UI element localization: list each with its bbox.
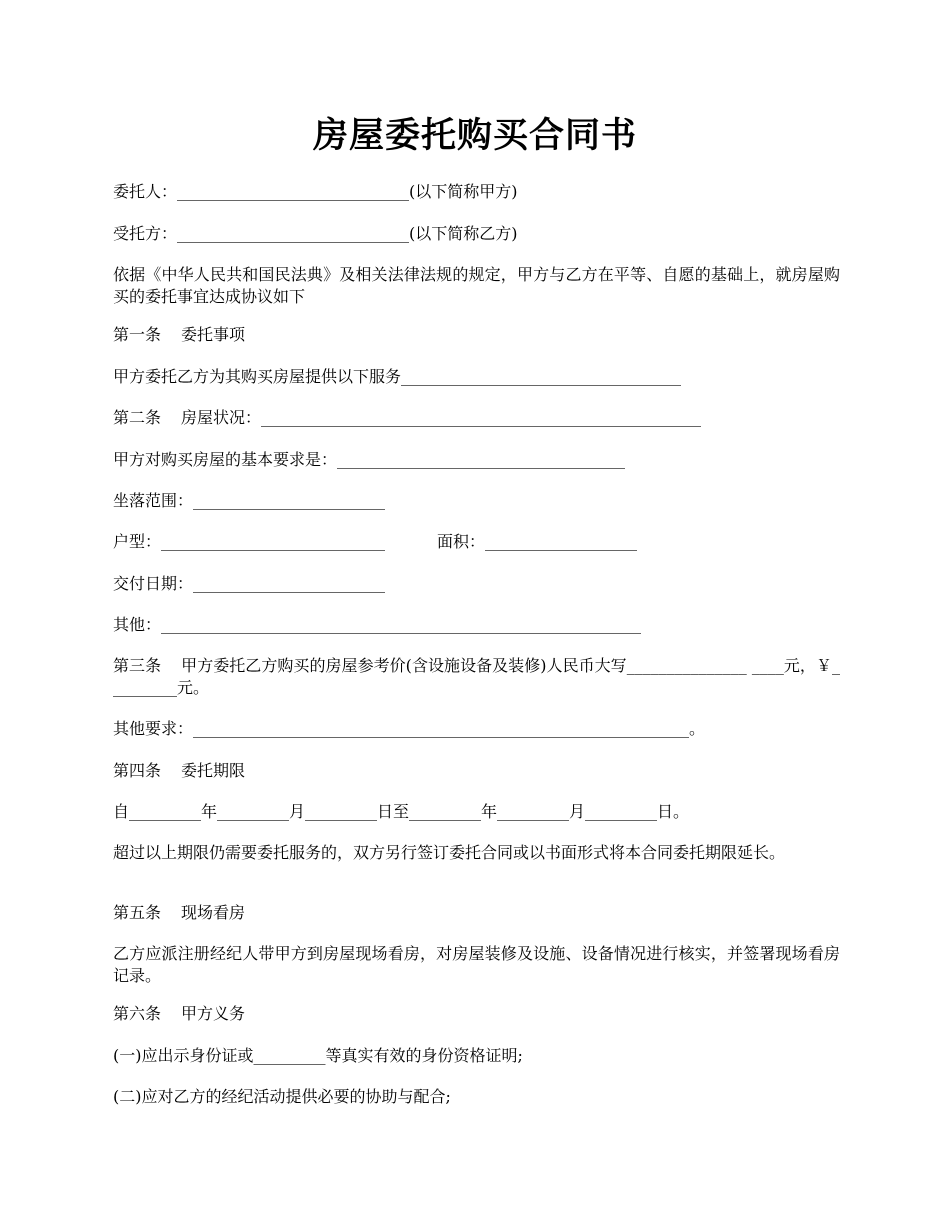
article-3-paragraph	[113, 655, 840, 699]
article-5-heading	[113, 901, 245, 925]
agent-line: 受托方：_____________________________(以下简称乙方)	[113, 224, 518, 243]
other-requirements-line: 其他要求：______________________________________________________________。	[113, 719, 706, 738]
other-line: 其他：____________________________________________________________	[113, 615, 642, 634]
article-3-text: 甲方委托乙方购买的房屋参考价(含设施设备及装修)人民币大写_______________ ____元，￥_________元。	[113, 656, 840, 697]
client-line: 委托人：_____________________________(以下简称甲方)	[113, 182, 518, 201]
article-3-number: 第三条	[113, 656, 162, 675]
term-dates-line: 自_________年_________月_________日至_________年_________月_________日。	[113, 802, 690, 821]
article-4-number: 第四条	[113, 761, 162, 780]
obligation-1-line: (一)应出示身份证或_________等真实有效的身份资格证明;	[113, 1046, 523, 1065]
article-1-number: 第一条	[113, 325, 162, 344]
article-5-title: 现场看房	[181, 903, 246, 922]
article-6-title: 甲方义务	[181, 1004, 246, 1023]
area-field: 面积：___________________	[437, 532, 638, 551]
viewing-paragraph: 乙方应派注册经纪人带甲方到房屋现场看房，对房屋装修及设施、设备情况进行核实，并签署现场看房记录。	[113, 944, 840, 985]
preamble-paragraph: 依据《中华人民共和国民法典》及相关法律法规的规定，甲方与乙方在平等、自愿的基础上，就房屋购买的委托事宜达成协议如下	[113, 265, 840, 306]
article-5-number: 第五条	[113, 903, 162, 922]
document-title: 房屋委托购买合同书	[312, 115, 637, 156]
delivery-date-line: 交付日期：________________________	[113, 574, 386, 593]
article-2-number: 第二条	[113, 408, 162, 427]
article-2-heading	[113, 406, 701, 430]
article-4-title: 委托期限	[181, 761, 246, 780]
service-line: 甲方委托乙方为其购买房屋提供以下服务___________________________________	[113, 367, 682, 386]
layout-area-line	[113, 530, 637, 554]
article-4-heading	[113, 759, 245, 783]
article-1-heading	[113, 323, 245, 347]
article-6-number: 第六条	[113, 1004, 162, 1023]
basic-requirements-line: 甲方对购买房屋的基本要求是：____________________________________	[113, 450, 626, 469]
house-status-line: 房屋状况：_______________________________________________________	[181, 408, 702, 427]
extension-paragraph: 超过以上期限仍需要委托服务的，双方另行签订委托合同或以书面形式将本合同委托期限延长。	[113, 843, 786, 862]
obligation-2-line: (二)应对乙方的经纪活动提供必要的协助与配合;	[113, 1087, 451, 1106]
article-6-heading	[113, 1002, 245, 1026]
layout-field: 户型：____________________________	[113, 532, 386, 551]
article-1-title: 委托事项	[181, 325, 246, 344]
location-range-line: 坐落范围：________________________	[113, 491, 386, 510]
